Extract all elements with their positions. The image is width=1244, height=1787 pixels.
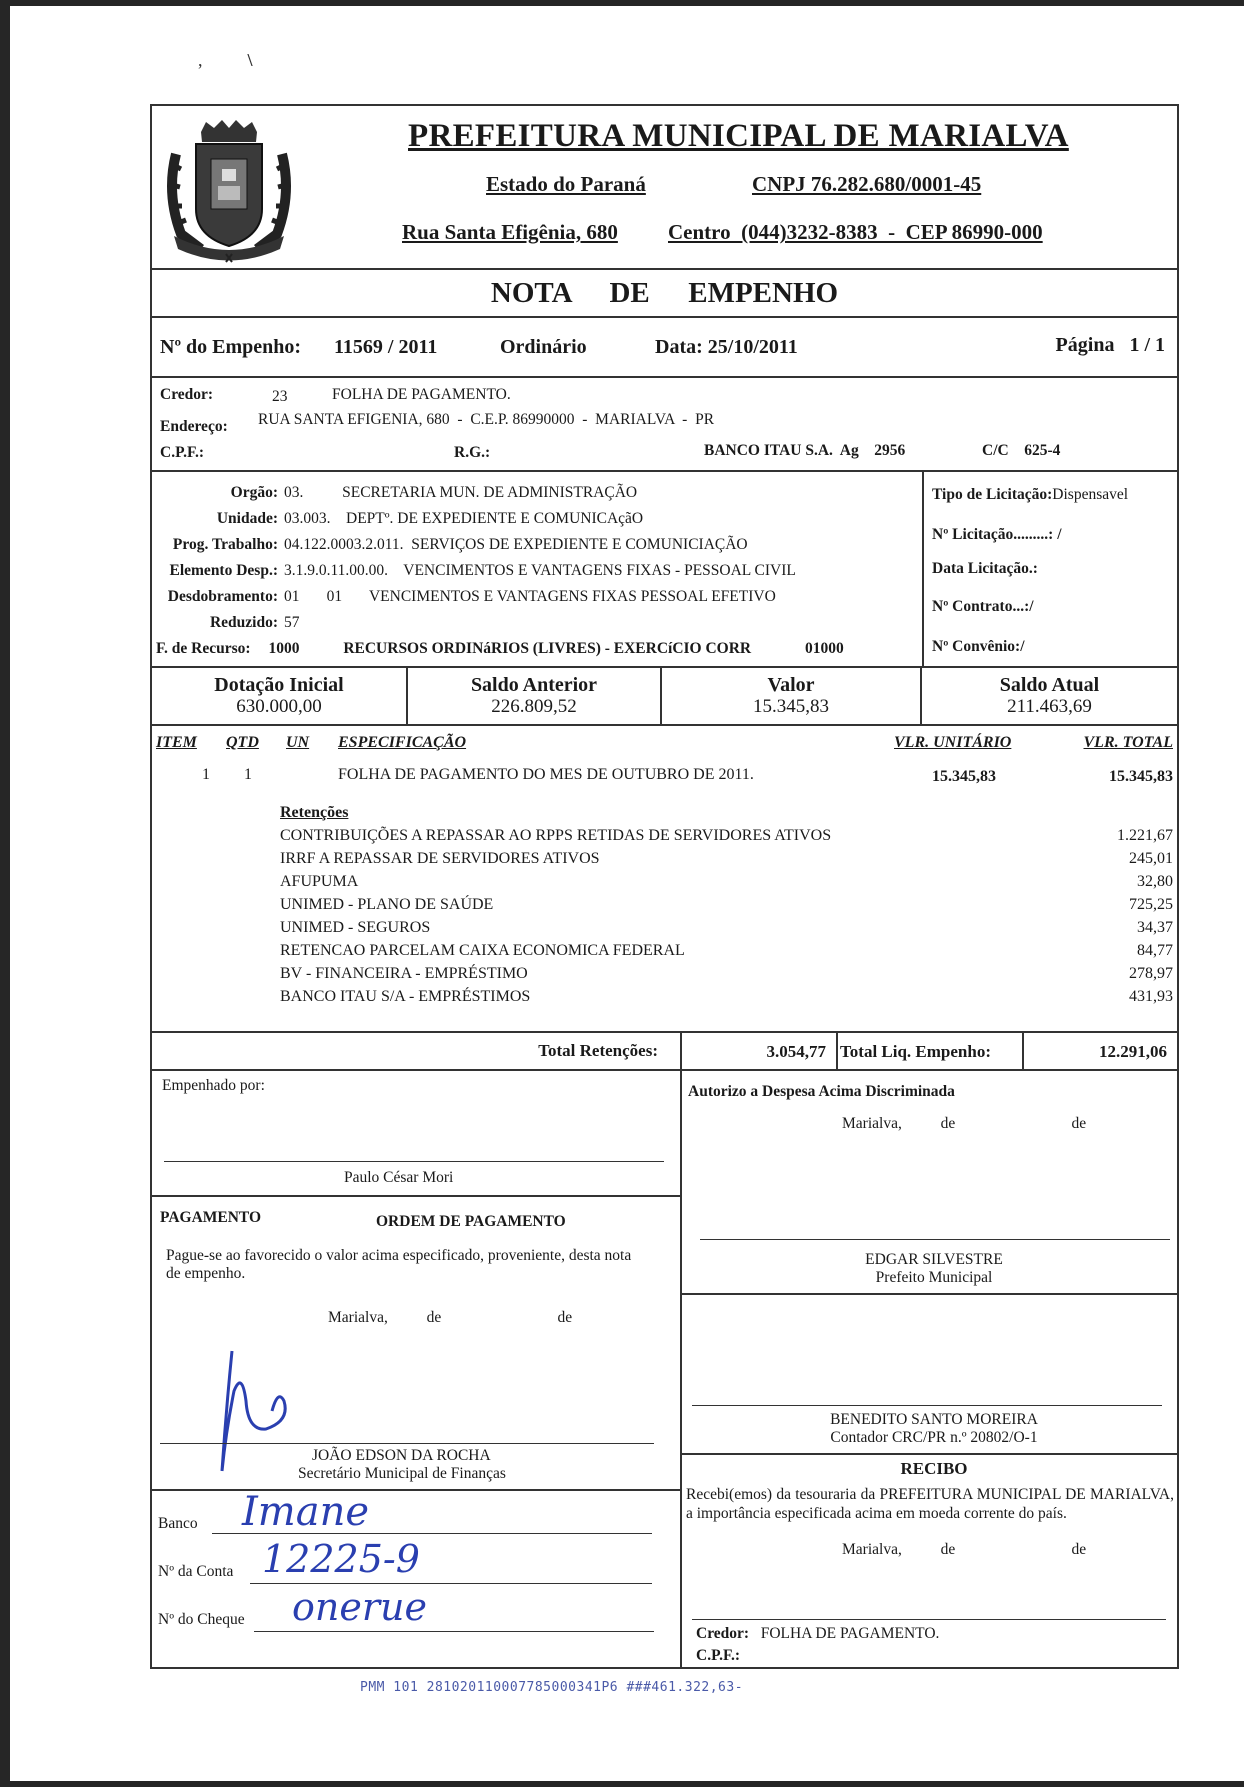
creditor-section [152,378,1177,472]
col-qtd: QTD [226,734,259,751]
retencao-description: IRRF A REPASSAR DE SERVIDORES ATIVOS [280,850,600,867]
numero-licitacao: Nº Licitação.........: / [932,526,1062,543]
pagamento-label: PAGAMENTO [160,1209,262,1226]
contador-title: Contador CRC/PR n.º 20802/O-1 [830,1429,1038,1446]
credor-name: FOLHA DE PAGAMENTO. [332,386,511,403]
col-un: UN [286,734,310,751]
dotacao-inicial-value: 630.000,00 [236,696,322,717]
empenhado-por-name: Paulo César Mori [344,1169,454,1186]
document-title: NOTA DE EMPENHO [152,270,1177,318]
autorizo-label: Autorizo a Despesa Acima Discriminada [688,1083,955,1100]
credor-code: 23 [272,388,288,405]
retencao-value: 431,93 [1129,988,1173,1005]
item-description: FOLHA DE PAGAMENTO DO MES DE OUTUBRO DE 2011. [338,766,754,783]
bank-account: C/C 625-4 [982,442,1061,459]
retencao-description: UNIMED - SEGUROS [280,919,431,936]
retencao-value: 278,97 [1129,965,1173,982]
classification-value: 03. SECRETARIA MUN. DE ADMINISTRAÇÃO [284,484,638,501]
autorizo-marialva-date: Marialva, de de [842,1115,1087,1132]
recurso-row [156,640,844,658]
nota-empenho-document [150,104,1179,1669]
contador-name: BENEDITO SANTO MOREIRA [830,1411,1038,1428]
list-item [280,962,1173,985]
secretario-title: Secretário Municipal de Finanças [298,1465,506,1482]
empenhado-por-label: Empenhado por: [162,1077,265,1094]
items-section [152,726,1177,1033]
numero-contrato: Nº Contrato...:/ [932,598,1034,615]
retencao-description: CONTRIBUIÇÕES A REPASSAR AO RPPS RETIDAS DE SERVIDORES ATIVOS [280,827,832,844]
totals-row [152,1033,1177,1071]
secretario-signature-icon [212,1331,322,1481]
list-item [280,824,1173,847]
saldo-anterior-value: 226.809,52 [491,696,577,717]
retencao-description: AFUPUMA [280,873,359,890]
retencao-value: 84,77 [1137,942,1173,959]
list-item [280,985,1173,1008]
secretario-name: JOÃO EDSON DA ROCHA [312,1447,491,1464]
list-item [280,847,1173,870]
list-item [280,939,1173,962]
classification-row [156,510,643,528]
retencao-description: BANCO ITAU S/A - EMPRÉSTIMOS [280,988,531,1005]
classification-value: 03.003. DEPTº. DE EXPEDIENTE E COMUNICAçãO [284,510,644,527]
pague-se-text: Pague-se ao favorecido o valor acima especificado, proveniente, desta nota de empenho. [166,1247,632,1282]
valor-value: 15.345,83 [753,696,829,717]
recurso-name: RECURSOS ORDINáRIOS (LIVRES) - EXERCíCIO CORR [343,640,752,657]
tipo-licitacao: Tipo de Licitação:Dispensavel [932,486,1129,503]
saldo-atual-cell: Saldo Atual 211.463,69 [922,668,1177,724]
classification-row [156,536,748,554]
retencao-description: UNIMED - PLANO DE SAÚDE [280,896,494,913]
cheque-label: Nº do Cheque [158,1611,245,1628]
recurso-number: 01000 [805,640,844,657]
retencao-value: 34,37 [1137,919,1173,936]
street-address: Rua Santa Efigênia, 680 [402,220,618,244]
classification-label: Desdobramento: [167,588,278,605]
empenho-number-label: Nº do Empenho: [160,336,302,358]
dotacao-inicial-cell: Dotação Inicial 630.000,00 [152,668,406,724]
classification-label: Unidade: [216,510,278,527]
col-item: ITEM [156,734,197,751]
ordem-marialva-date: Marialva, de de [328,1309,573,1326]
retencao-value: 725,25 [1129,896,1173,913]
empenho-date: Data: 25/10/2011 [655,336,798,358]
classification-label: Reduzido: [209,614,278,631]
scan-marks: , \ [198,50,253,70]
item-total-value: 15.345,83 [1109,768,1173,785]
item-unit-value: 15.345,83 [932,768,996,785]
retencoes-title: Retenções [280,804,349,821]
handwritten-bank: Imane [242,1489,370,1535]
endereco-label: Endereço: [160,418,228,435]
list-item [280,893,1173,916]
retencao-value: 32,80 [1137,873,1173,890]
classification-row [156,588,776,606]
item-qtd: 1 [244,766,252,783]
classification-value: 3.1.9.0.11.00.00. VENCIMENTOS E VANTAGENS FIXAS - PESSOAL CIVIL [284,562,796,579]
col-vlr-total: VLR. TOTAL [1083,734,1173,751]
retencao-description: BV - FINANCEIRA - EMPRÉSTIMO [280,965,528,982]
contact-info: Centro (044)3232-8383 - CEP 86990-000 [668,220,1043,244]
signatures-section [152,1071,1177,1667]
banco-label: Banco [158,1515,198,1532]
item-number: 1 [202,766,210,783]
classification-value: 57 [284,614,300,631]
credor-address: RUA SANTA EFIGENIA, 680 - C.E.P. 86990000 - MARIALVA - PR [258,411,715,428]
recibo-text: Recebi(emos) da tesouraria da PREFEITURA MUNICIPAL DE MARIALVA, a importância especificada acima em moeda corrente do país. [686,1486,1174,1522]
prefeito-title: Prefeito Municipal [875,1269,993,1286]
saldo-anterior-cell: Saldo Anterior 226.809,52 [408,668,660,724]
total-liquido-label: Total Liq. Empenho: [840,1042,991,1061]
total-liquido-value: 12.291,06 [1099,1042,1167,1061]
recurso-code: 1000 [268,640,300,657]
data-licitacao: Data Licitação.: [932,560,1038,577]
total-retencoes-label: Total Retenções: [538,1041,658,1060]
cpf-label: C.P.F.: [160,444,205,461]
classification-row [156,614,300,632]
cnpj-label: CNPJ 76.282.680/0001-45 [752,172,982,196]
valor-cell: Valor 15.345,83 [662,668,920,724]
col-vlr-unitario: VLR. UNITÁRIO [894,734,1012,751]
handwritten-account: 12225-9 [262,1537,420,1581]
prefeitura-title: PREFEITURA MUNICIPAL DE MARIALVA [408,118,1069,154]
empenho-number: 11569 / 2011 [334,336,438,358]
retencoes-list [280,824,1173,1008]
conta-label: Nº da Conta [158,1563,234,1580]
footer-code: PMM 101 281020110007785000341P6 ###461.322,63- [360,1680,744,1695]
page-number: Página 1 / 1 [1055,334,1165,356]
saldo-atual-value: 211.463,69 [1007,696,1092,717]
credor-label: Credor: [160,386,214,403]
empenho-info-row [152,318,1177,378]
budget-balance-row [152,668,1177,726]
list-item [280,916,1173,939]
classification-label: Elemento Desp.: [169,562,278,579]
rg-label: R.G.: [454,444,491,461]
handwritten-cheque: onerue [292,1585,427,1629]
total-retencoes-value: 3.054,77 [766,1042,826,1061]
empenho-type: Ordinário [500,336,587,358]
numero-convenio: Nº Convênio:/ [932,638,1025,655]
state-label: Estado do Paraná [486,172,646,196]
classification-label: Orgão: [230,484,278,501]
recibo-credor: Credor: FOLHA DE PAGAMENTO. [696,1625,940,1642]
recurso-label: F. de Recurso: [156,640,251,657]
retencao-value: 1.221,67 [1117,827,1173,844]
classification-value: 04.122.0003.2.011. SERVIÇOS DE EXPEDIENTE E COMUNICIAÇÃO [284,536,748,553]
prefeito-name: EDGAR SILVESTRE [865,1251,1003,1268]
classification-label: Prog. Trabalho: [172,536,278,553]
classification-row [156,562,796,580]
municipal-coat-of-arms-icon [156,114,302,264]
recibo-marialva-date: Marialva, de de [842,1541,1087,1558]
recibo-cpf-label: C.P.F.: [696,1647,741,1664]
list-item [280,870,1173,893]
document-header [152,106,1177,270]
ordem-pagamento-label: ORDEM DE PAGAMENTO [376,1213,566,1230]
classification-value: 01 01 VENCIMENTOS E VANTAGENS FIXAS PESSOAL EFETIVO [284,588,776,605]
retencao-description: RETENCAO PARCELAM CAIXA ECONOMICA FEDERAL [280,942,685,959]
classification-row [156,484,637,502]
bank-agency: BANCO ITAU S.A. Ag 2956 [704,442,906,459]
budget-classification-section [152,472,1177,668]
col-especificacao: ESPECIFICAÇÃO [338,734,467,751]
retencao-value: 245,01 [1129,850,1173,867]
recibo-title: RECIBO [900,1459,968,1478]
